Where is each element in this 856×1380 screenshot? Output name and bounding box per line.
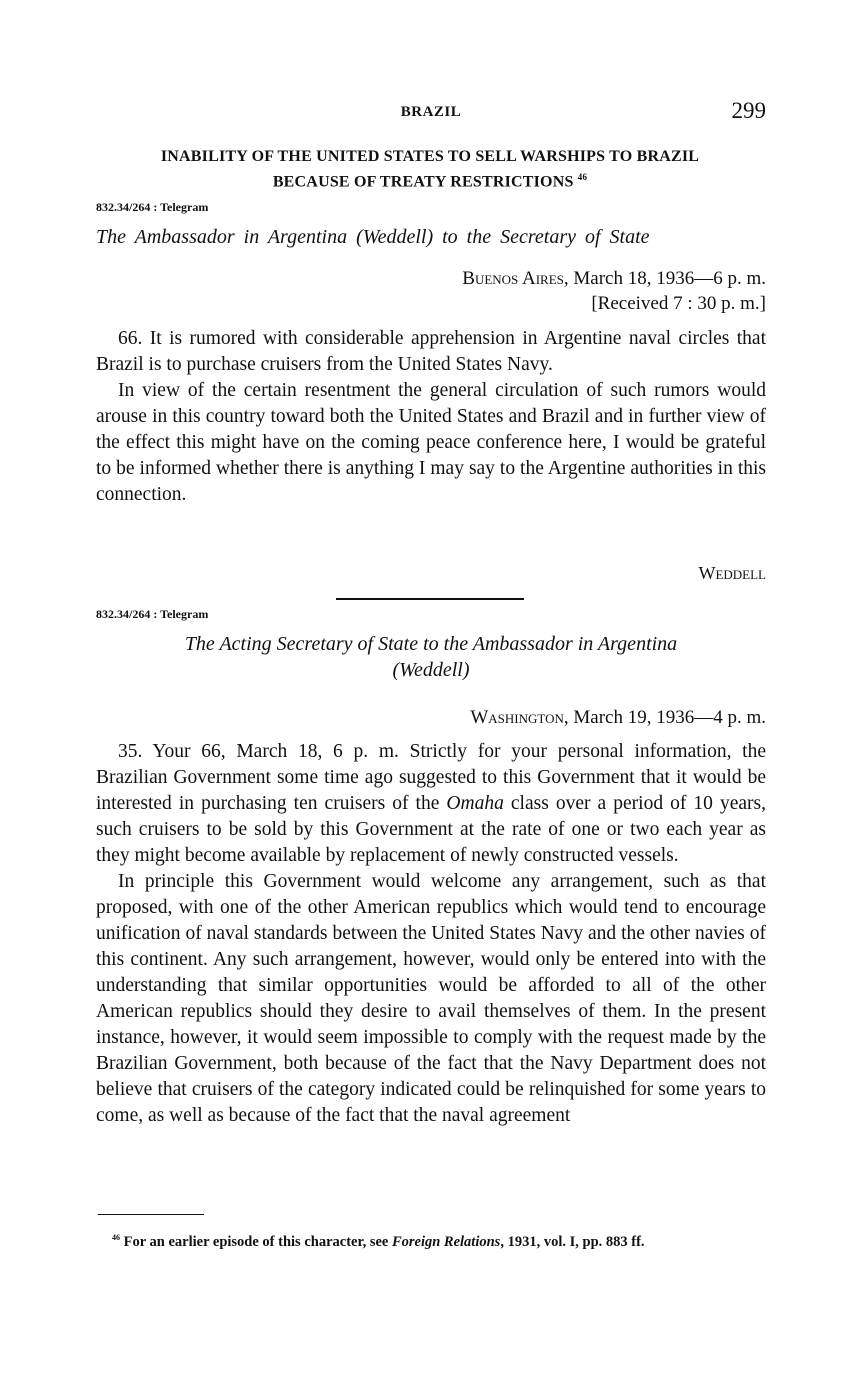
doc2-place: Washington xyxy=(470,707,564,728)
doc2-p1-before: 35. Your 66, March 18, 6 p. m. Strictly for your personal information, the Brazilian Government some time ago suggested to this Government that it would be interested in purchasing ten cruisers of the xyxy=(96,741,766,814)
doc2-paragraph-2: In principle this Government would welcome any arrangement, such as that proposed, with one of the other American republics which would tend to encourage unification of naval standards between the United States Navy and the other navies of this continent. Any such arrangement, however, would only be entered into with the understanding that similar opportunities would be afforded to all of the other American republics should they desire to avail themselves of them. In the present instance, however, it would seem impossible to comply with the request made by the Brazilian Government, both because of the fact that the Navy Department does not believe that cruisers of the category indicated could be relinquished for some years to come, as well as because of the fact that the naval agreement xyxy=(96,871,766,1126)
doc1-file-reference: 832.34/264 : Telegram xyxy=(96,200,209,214)
footnote-text-after: , 1931, vol. I, pp. 883 ff. xyxy=(500,1233,645,1250)
footnote xyxy=(96,1229,770,1251)
doc1-signature: Weddell xyxy=(698,563,766,583)
page-number: 299 xyxy=(731,98,766,123)
section-heading-line-1: INABILITY OF THE UNITED STATES TO SELL WARSHIPS TO BRAZIL xyxy=(160,148,700,165)
doc1-body xyxy=(96,326,766,508)
section-heading-footnote-marker: 46 xyxy=(577,172,588,182)
section-heading-line-2: BECAUSE OF TREATY RESTRICTIONS xyxy=(272,173,574,191)
doc2-title-line-1: The Acting Secretary of State to the Ambassador in Argentina xyxy=(184,633,678,655)
doc1-received: [Received 7 : 30 p. m.] xyxy=(591,293,766,314)
doc1-date: , March 18, 1936—6 p. m. xyxy=(563,268,766,289)
doc2-p1-after: class over a period of 10 years, such cruisers to be sold by this Government at the rate of one or two each year as they might become available by replacement of newly constructed vessels. xyxy=(96,793,766,866)
doc1-dateline xyxy=(462,266,766,292)
doc1-title: The Ambassador in Argentina (Weddell) to the Secretary of State xyxy=(96,226,650,248)
footnote-marker: 46 xyxy=(112,1233,120,1242)
footnote-rule xyxy=(98,1214,204,1215)
running-head xyxy=(96,98,766,124)
doc2-p1-ship-class: Omaha xyxy=(446,793,504,814)
doc2-body xyxy=(96,739,766,1129)
doc2-date: , March 19, 1936—4 p. m. xyxy=(563,707,766,728)
doc2-title-line-2: (Weddell) xyxy=(392,659,470,681)
doc2-file-reference: 832.34/264 : Telegram xyxy=(96,607,209,621)
separator-rule xyxy=(336,598,524,600)
doc1-paragraph-1: 66. It is rumored with considerable apprehension in Argentine naval circles that Brazil is to purchase cruisers from the United States Navy. xyxy=(96,328,766,375)
footnote-reference-title: Foreign Relations xyxy=(391,1233,501,1250)
running-head-title: BRAZIL xyxy=(400,104,462,120)
doc2-paragraph-1 xyxy=(96,739,766,869)
doc1-place: Buenos Aires xyxy=(462,268,564,289)
footnote-text-before: For an earlier episode of this character, see xyxy=(120,1233,392,1250)
section-heading xyxy=(92,146,768,192)
doc2-dateline xyxy=(470,705,766,731)
doc1-paragraph-2: In view of the certain resentment the general circulation of such rumors would arouse in this country toward both the United States and Brazil and in further view of the effect this might have on the coming peace conference here, I would be grateful to be informed whether there is anything I may say to the Argentine authorities in this connection. xyxy=(96,380,766,505)
doc2-title xyxy=(96,631,766,683)
section-heading-line-2-wrap xyxy=(92,167,768,192)
